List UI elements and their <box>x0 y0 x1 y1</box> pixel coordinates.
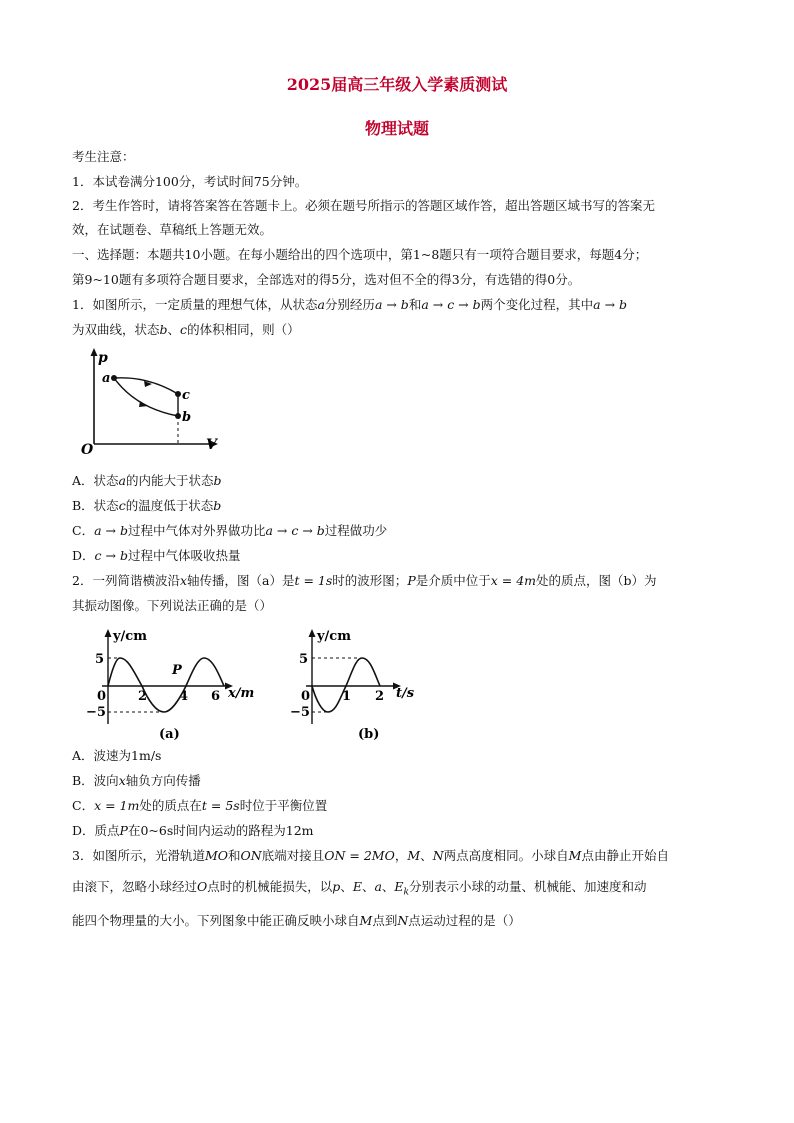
q2-sym: x <box>179 573 188 588</box>
tick-5: 5 <box>299 652 309 667</box>
q2-text: 是介质中位于 <box>415 573 491 588</box>
q3-text: 和 <box>228 848 241 863</box>
caption-b: (b) <box>358 727 380 742</box>
option-sym: P <box>119 823 128 838</box>
option-sym: t = 5s <box>201 798 240 813</box>
option-sym: c → b <box>94 548 128 563</box>
option-sym: a <box>118 473 126 488</box>
option-text: C． <box>72 798 95 813</box>
q1-stem-line2 <box>72 321 300 339</box>
y-axis-arrow <box>309 629 316 637</box>
q1-sym: a → b <box>374 297 409 312</box>
tick-0: 0 <box>97 689 107 704</box>
option-text: 时位于平衡位置 <box>239 798 328 813</box>
q1-sym: a <box>317 297 325 312</box>
q3-sym: ON = 2MO <box>324 848 395 863</box>
q3-text: 能四个物理量的大小。下列图象中能正确反映小球自 <box>72 913 360 928</box>
q3-sym: MO <box>204 848 229 863</box>
point-b <box>175 413 181 419</box>
q3-text: 、 <box>340 879 353 894</box>
point-p-label: P <box>172 663 182 678</box>
q3-text: ， <box>394 848 408 863</box>
tick-neg5: −5 <box>290 705 310 720</box>
q3-sym: M <box>359 913 373 928</box>
section-instructions-1: 一、选择题：本题共10小题。在每小题给出的四个选项中，第1~8题只有一项符合题目要求，每题4分； <box>72 247 648 262</box>
q1-pv-diagram <box>78 346 228 458</box>
y-axis-label: y/cm <box>113 629 147 644</box>
option-sym: a → c → b <box>265 523 325 538</box>
label-a: a <box>102 371 111 386</box>
q3-sym: ON <box>240 848 262 863</box>
q1-sym: a → b <box>593 297 628 312</box>
q1-sym: c <box>180 322 188 337</box>
q1-text: 两个变化过程，其中 <box>480 297 594 312</box>
notice-heading: 考生注意： <box>72 149 135 164</box>
option-text: 过程做功少 <box>324 523 388 538</box>
q3-sym: a <box>374 879 382 894</box>
q3-sym: p <box>332 879 341 894</box>
arrow-lower <box>139 401 148 407</box>
q1-stem-line1 <box>72 296 627 314</box>
option-text: C． <box>72 523 95 538</box>
q1-sym: b <box>159 322 168 337</box>
q3-text: 、 <box>361 879 375 894</box>
q2-sym: t = 1s <box>294 573 333 588</box>
option-text: 处的质点在 <box>139 798 202 813</box>
option-text: A．状态 <box>72 473 119 488</box>
q2-vibration-graph-b <box>284 620 424 744</box>
q1-text: 1．如图所示，一定质量的理想气体，从状态 <box>72 297 318 312</box>
option-text: B．波向 <box>72 773 119 788</box>
q2-stem-line2: 其振动图像。下列说法正确的是（） <box>72 598 273 613</box>
y-axis-label: y/cm <box>317 629 351 644</box>
tick-1: 1 <box>342 689 352 704</box>
q3-stem-line1 <box>72 847 669 865</box>
q2-option-a[interactable]: A．波速为1m/s <box>72 748 162 763</box>
q2-option-d[interactable] <box>72 822 314 840</box>
q2-text: 轴传播，图（a）是 <box>187 573 295 588</box>
label-c: c <box>182 388 190 403</box>
option-text: 轴负方向传播 <box>125 773 201 788</box>
option-sym: x <box>118 773 126 788</box>
p-axis-arrow <box>91 348 98 356</box>
q3-text: 、 <box>420 848 433 863</box>
q2-text: 时的波形图； <box>332 573 408 588</box>
q3-sym: E <box>394 879 404 894</box>
q3-text: 点运动过程的是（） <box>408 913 521 928</box>
point-c <box>175 391 181 397</box>
tick-neg5: −5 <box>86 705 106 720</box>
tick-2: 2 <box>138 689 148 704</box>
q2-sym: x = 4m <box>490 573 537 588</box>
t-axis-label: t/s <box>396 686 415 701</box>
q1-text: 分别经历 <box>324 297 375 312</box>
section-instructions-2: 第9~10题有多项符合题目要求，全部选对的得5分，选对但不全的得3分，有选错的得0分。 <box>72 272 581 287</box>
q3-text: 点由静止开始自 <box>581 848 669 863</box>
option-sym: a → b <box>94 523 128 538</box>
option-sym: x = 1m <box>94 798 140 813</box>
option-text: 过程中气体吸收热量 <box>127 548 241 563</box>
q1-text: 为双曲线，状态 <box>72 322 160 337</box>
option-text: 的内能大于状态 <box>125 473 214 488</box>
q3-sym: M <box>407 848 421 863</box>
q1-text: 的体积相同，则（） <box>187 322 300 337</box>
option-text: D． <box>72 548 95 563</box>
option-text: D．质点 <box>72 823 120 838</box>
q1-sym: a → c → b <box>421 297 481 312</box>
q3-text: 两点高度相同。小球自 <box>443 848 569 863</box>
tick-2: 2 <box>375 689 385 704</box>
v-label: V <box>206 437 217 453</box>
option-text: B．状态 <box>72 498 119 513</box>
page-title: 2025届高三年级入学素质测试 <box>286 75 508 94</box>
q3-text: 由滚下，忽略小球经过 <box>72 879 198 894</box>
wave-curve <box>108 658 224 712</box>
y-axis-arrow <box>105 629 112 637</box>
q2-text: 处的质点，图（b）为 <box>536 573 657 588</box>
page-subtitle: 物理试题 <box>364 119 429 138</box>
q1-option-d[interactable] <box>72 547 240 565</box>
q3-text: 、 <box>381 879 395 894</box>
notice-item-2-cont: 效，在试题卷、草稿纸上答题无效。 <box>72 222 273 237</box>
q3-sym: M <box>568 848 582 863</box>
q3-text: 点时的机械能损失，以 <box>207 879 333 894</box>
notice-item-1: 1．本试卷满分100分，考试时间75分钟。 <box>72 174 308 189</box>
notice-item-2: 2．考生作答时，请将答案答在答题卡上。必须在题号所指示的答题区域作答，超出答题区域书写的答案无 <box>72 198 655 213</box>
option-sym: c <box>118 498 126 513</box>
option-text: 在0~6s时间内运动的路程为12m <box>127 823 314 838</box>
tick-5: 5 <box>95 652 105 667</box>
q2-option-c[interactable] <box>72 797 327 815</box>
q3-text: 分别表示小球的动量、机械能、加速度和动 <box>409 879 647 894</box>
q2-option-b[interactable] <box>72 772 201 790</box>
q2-text: 2．一列简谐横波沿 <box>72 573 180 588</box>
q1-text: 、 <box>167 322 181 337</box>
x-axis-label: x/m <box>228 686 255 701</box>
q2-wave-graph-a <box>80 620 262 744</box>
option-sym: b <box>213 498 222 513</box>
q1-option-b[interactable] <box>72 497 221 515</box>
q3-stem-line2 <box>72 878 647 902</box>
q1-text: 和 <box>408 297 422 312</box>
option-text: 过程中气体对外界做功比 <box>127 523 266 538</box>
q1-option-a[interactable] <box>72 472 222 490</box>
option-text: 的温度低于状态 <box>125 498 214 513</box>
origin-label: O <box>81 442 94 458</box>
option-sym: b <box>213 473 222 488</box>
q2-stem-line1 <box>72 572 657 590</box>
tick-0: 0 <box>301 689 311 704</box>
label-b: b <box>182 410 192 425</box>
q3-text: 点到 <box>372 913 398 928</box>
p-label: p <box>98 350 108 366</box>
q3-sym-sub: k <box>403 887 410 898</box>
q1-option-c[interactable] <box>72 522 387 540</box>
q3-text: 底端对接且 <box>261 848 325 863</box>
q3-stem-line3 <box>72 912 521 930</box>
tick-6: 6 <box>211 689 221 704</box>
q3-sym: N <box>397 913 409 928</box>
caption-a: (a) <box>159 727 180 742</box>
q3-sym: E <box>352 879 362 894</box>
q3-sym: O <box>197 879 208 894</box>
q3-text: 3．如图所示，光滑轨道 <box>72 848 205 863</box>
point-a <box>111 375 117 381</box>
tick-4: 4 <box>179 689 189 704</box>
q3-sym: N <box>432 848 444 863</box>
q2-sym: P <box>407 573 416 588</box>
